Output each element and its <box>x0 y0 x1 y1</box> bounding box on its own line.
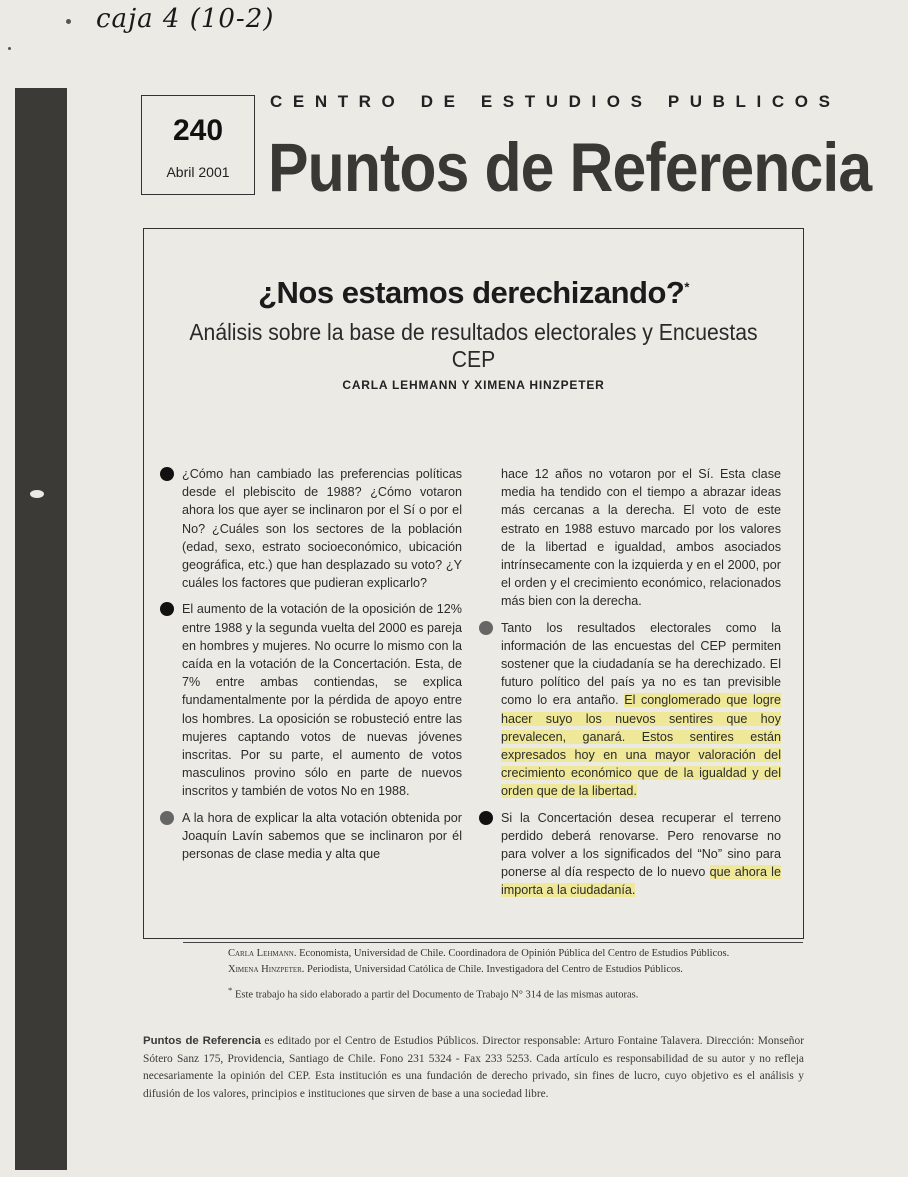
paragraph <box>501 619 781 801</box>
issue-number: 240 <box>172 114 224 147</box>
paragraph <box>182 809 462 864</box>
ink-speck <box>8 47 11 50</box>
highlighted-text: que ahora le importa a la ciudadanía. <box>501 865 781 898</box>
issue-box <box>141 95 255 195</box>
colophon <box>143 1033 804 1103</box>
title-footnote-mark: * <box>684 279 689 295</box>
ink-speck <box>66 19 71 24</box>
footnote-author1 <box>180 946 792 962</box>
footnote-divider <box>183 942 803 943</box>
footnote-note <box>180 983 792 1003</box>
organization-name: CENTRO DE ESTUDIOS PUBLICOS <box>270 92 841 111</box>
bullet-icon <box>160 467 174 481</box>
publication-title: Puntos de Referencia <box>268 129 872 206</box>
author2-name: Ximena Hinzpeter. <box>228 963 305 975</box>
paragraph-text: A la hora de explicar la alta votación obtenida por Joaquín Lavín sabemos que se inclinaron por él personas de clase media y alta que <box>182 810 462 862</box>
paragraph <box>501 809 781 900</box>
paragraph-text: Si la Concertación desea recuperar el terreno perdido deberá renovarse. Pero renovarse no para volver a los significados del “No” sino para ponerse al día respecto de lo nuevo <box>501 810 781 880</box>
footnotes <box>180 946 792 1003</box>
bullet-icon <box>160 811 174 825</box>
paragraph <box>501 465 781 611</box>
paragraph-text: Tanto los resultados electorales como la información de las encuestas del CEP permiten sostener que la ciudadanía se ha derechizado. El futuro político del país ya no es tan previsible como lo era antaño. <box>501 620 781 708</box>
paragraph-text: El aumento de la votación de la oposición de 12% entre 1988 y la segunda vuelta del 2000 es pareja en hombres y mujeres. No ocurre lo mismo con la caída en la votación de la Concertación. Esta, de 7% entre ambas contiendas, se explica fundamentalmente por la pérdida de apoyo entre los hombres. La oposición se robusteció entre las mujeres captando votos de nuevas jóvenes inscritas. Por su parte, el aumento de votos masculinos provino sólo en parte de nuevos inscritos y también de votos No en 1988. <box>182 602 462 799</box>
article-box <box>143 228 804 939</box>
paragraph <box>182 600 462 800</box>
paragraph-text: ¿Cómo han cambiado las preferencias políticas desde el plebiscito de 1988? ¿Cómo votaron ahora los que ayer se inclinaron por el Sí o por el No? ¿Cuáles son los sectores de la población (edad, sexo, estrato socioeconómico, ubicación geográfica, etc.) que han desplazado su voto? ¿Y cuáles los factores que pudieran explicarlo? <box>182 467 462 591</box>
bullet-icon <box>160 602 174 616</box>
bullet-icon <box>479 621 493 635</box>
paragraph-text: hace 12 años no votaron por el Sí. Esta clase media ha tendido con el tiempo a abrazar ideas más cercanas a la derecha. El voto de este estrato en 1988 estuvo marcado por los valores de la libertad e igualdad, ambos asociados intrínsecamente con la izquierda y en el 2000, por el orden y el crecimiento económico, relacionados más bien con la derecha. <box>501 467 781 609</box>
colophon-publication: Puntos de Referencia <box>143 1035 261 1047</box>
handwritten-note: caja 4 (10-2) <box>96 4 275 34</box>
article-subtitle: Análisis sobre la base de resultados electorales y Encuestas CEP <box>189 319 758 372</box>
right-column <box>501 465 781 908</box>
article-title-text: ¿Nos estamos derechizando? <box>258 275 685 310</box>
author2-description: Periodista, Universidad Católica de Chile. Investigadora del Centro de Estudios Públicos. <box>304 963 683 975</box>
article-title <box>144 275 803 311</box>
binding-strip <box>15 88 67 1170</box>
author1-name: Carla Lehmann. <box>228 948 297 959</box>
issue-date: Abril 2001 <box>166 164 230 180</box>
highlighted-text: El conglomerado que logre hacer suyo los nuevos sentires que hoy prevalecen, ganará. Estos sentires están expresados hoy en una mayor valoración del crecimiento económico que de la igualdad y del orden que de la libertad. <box>501 693 781 799</box>
article-authors: CARLA LEHMANN Y XIMENA HINZPETER <box>342 378 605 392</box>
colophon-text: es editado por el Centro de Estudios Públicos. Director responsable: Arturo Fontaine Talavera. Dirección: Monseñor Sótero Sanz 175, Providencia, Santiago de Chile. Fono 231 5324 - Fax 233 5253. Cada artículo es responsabilidad de su autor y no refleja necesariamente la opinión del CEP. Esta institución es una fundación de derecho privado, sin fines de lucro, cuyo objetivo es el análisis y difusión de los valores, principios e instituciones que sirven de base a una sociedad libre. <box>143 1035 804 1100</box>
author1-description: Economista, Universidad de Chile. Coordinadora de Opinión Pública del Centro de Estudios Públicos. <box>296 948 730 959</box>
footnote-text: Este trabajo ha sido elaborado a partir del Documento de Trabajo N° 314 de las mismas autoras. <box>232 989 639 1001</box>
bullet-icon <box>479 811 493 825</box>
footnote-author2 <box>180 962 792 978</box>
paragraph <box>182 465 462 592</box>
footnote-asterisk: * <box>228 985 233 995</box>
binding-notch <box>30 490 44 498</box>
left-column <box>182 465 462 871</box>
